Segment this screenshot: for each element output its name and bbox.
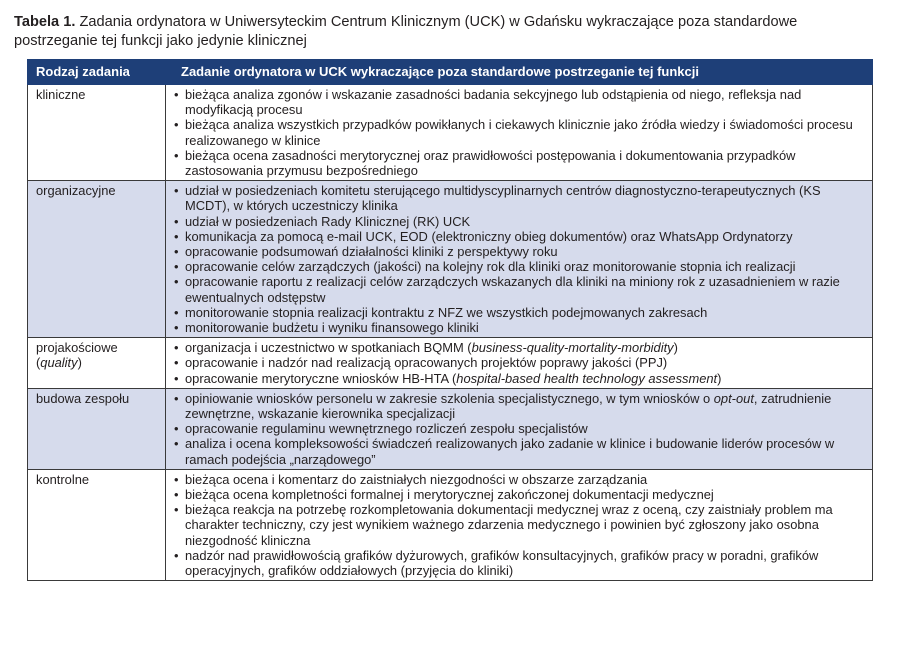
task-item-text: , zatrudnienie zewnętrzne, wskazanie kierownika specjalizacji: [185, 390, 832, 422]
task-list-item: [174, 487, 868, 502]
task-list-cell: [166, 181, 873, 338]
task-list-cell: [166, 85, 873, 181]
task-list-cell: [166, 469, 873, 580]
task-category: projakościowe: [36, 340, 118, 356]
task-item-text: opracowanie regulaminu wewnętrznego rozliczeń zespołu specjalistów: [185, 421, 588, 437]
task-item-text: bieżąca reakcja na potrzebę rozkompletowania dokumentacji medycznej wraz z oceną, czy zaistniały problem ma charakter techniczny, czy jest wynikiem ważnego zdarzenia medycznego i powinien być zgłoszony jako osobna niezgodność kliniczna: [185, 502, 833, 548]
task-item-text: opracowanie celów zarządczych (jakości) na kolejny rok dla kliniki oraz monitorowanie stopnia ich realizacji: [185, 259, 796, 275]
task-list-item: [174, 436, 868, 466]
task-list-item: [174, 87, 868, 117]
task-list-item: [174, 259, 868, 274]
task-list-item: [174, 391, 868, 421]
task-item-text: ): [717, 370, 722, 386]
task-item-italic-text: business-quality-mortality-morbidity: [471, 340, 674, 356]
caption-label: Tabela 1.: [14, 14, 76, 30]
task-item-text: opiniowanie wniosków personelu w zakresie szkolenia specjalistycznego, w tym wniosków o: [185, 390, 714, 406]
task-item-italic-text: hospital-based health technology assessment: [456, 370, 718, 386]
task-list: [174, 183, 868, 335]
header-task-type: Rodzaj zadania: [28, 60, 166, 85]
task-item-text: monitorowanie stopnia realizacji kontraktu z NFZ we wszystkich podejmowanych zakresach: [185, 304, 708, 320]
task-category: organizacyjne: [36, 183, 116, 199]
task-item-text: organizacja i uczestnictwo w spotkaniach BQMM (: [185, 340, 472, 356]
task-list-item: [174, 355, 868, 370]
table-body: [28, 85, 873, 581]
task-item-text: analiza i ocena kompleksowości świadczeń realizowanych jako zadanie w klinice i budowanie liderów procesów w ramach podejścia „narządowego”: [185, 436, 835, 467]
task-item-text: bieżąca analiza zgonów i wskazanie zasadności badania sekcyjnego lub odstąpienia od niego, refleksja nad modyfikacją procesu: [185, 87, 802, 118]
task-category-note-open: (: [36, 355, 41, 371]
table-row: [28, 85, 873, 181]
task-list: [174, 340, 868, 386]
task-item-italic-text: opt-out: [713, 390, 754, 406]
task-item-text: nadzór nad prawidłowością grafików dyżurowych, grafików konsultacyjnych, grafików pracy w poradni, grafików operacyjnych, grafików oddziałowych (przyjęcia do kliniki): [185, 547, 819, 579]
task-category-cell: [28, 338, 166, 389]
task-category-note: quality: [40, 355, 78, 371]
task-list-item: [174, 472, 868, 487]
task-list-item: [174, 117, 868, 147]
task-list-item: [174, 274, 868, 304]
task-list-item: [174, 320, 868, 335]
tasks-table: [27, 59, 873, 581]
task-list-item: [174, 421, 868, 436]
caption-text: Zadania ordynatora w Uniwersyteckim Centrum Klinicznym (UCK) w Gdańsku wykraczające poza standardowe postrzeganie tej funkcji jako jedynie klinicznej: [14, 14, 798, 49]
task-item-text: komunikacja za pomocą e-mail UCK, EOD (elektroniczny obieg dokumentów) oraz WhatsApp Ordynatorzy: [185, 228, 793, 244]
task-list-item: [174, 183, 868, 213]
task-item-text: bieżąca ocena kompletności formalnej i merytorycznej zakończonej dokumentacji medycznej: [185, 487, 714, 503]
task-list-item: [174, 340, 868, 355]
table-header-row: [28, 60, 873, 85]
task-item-text: opracowanie i nadzór nad realizacją opracowanych projektów poprawy jakości (PPJ): [185, 355, 668, 371]
task-category-note-close: ): [77, 355, 82, 371]
task-category-cell: [28, 85, 166, 181]
task-item-text: opracowanie merytoryczne wniosków HB-HTA (: [185, 370, 457, 386]
task-category-cell: [28, 469, 166, 580]
task-item-text: udział w posiedzeniach Rady Klinicznej (RK) UCK: [185, 213, 471, 229]
task-list-cell: [166, 388, 873, 469]
task-list: [174, 472, 868, 578]
task-item-text: udział w posiedzeniach komitetu sterującego multidyscyplinarnych centrów diagnostyczno-terapeutycznych (KS MCDT), w których uczestniczy klinika: [185, 183, 821, 214]
task-item-text: bieżąca ocena zasadności merytorycznej oraz prawidłowości postępowania i dokumentowania przypadków zastosowania przymusu bezpośredniego: [185, 147, 796, 179]
table-row: [28, 181, 873, 338]
table-row: [28, 338, 873, 389]
task-category-cell: [28, 388, 166, 469]
task-item-text: ): [673, 340, 678, 356]
task-item-text: opracowanie podsumowań działalności kliniki z perspektywy roku: [185, 244, 558, 260]
header-task-description: Zadanie ordynatora w UCK wykraczające poza standardowe postrzeganie tej funkcji: [166, 60, 873, 85]
table-caption: [14, 13, 884, 50]
task-list-cell: [166, 338, 873, 389]
task-item-text: opracowanie raportu z realizacji celów zarządczych wskazanych dla kliniki na miniony rok z uzasadnieniem w razie ewentualnych odstępstw: [185, 274, 840, 305]
task-category: budowa zespołu: [36, 390, 130, 406]
task-item-text: monitorowanie budżetu i wyniku finansowego kliniki: [185, 320, 479, 336]
task-list-item: [174, 305, 868, 320]
task-item-text: bieżąca analiza wszystkich przypadków powikłanych i ciekawych klinicznie jako źródła wiedzy i świadomości procesu realizowanego w klinice: [185, 117, 853, 148]
task-list-item: [174, 244, 868, 259]
task-category: kliniczne: [36, 87, 86, 102]
table-row: [28, 469, 873, 580]
task-list: [174, 87, 868, 178]
task-list: [174, 391, 868, 467]
task-list-item: [174, 548, 868, 578]
table-row: [28, 388, 873, 469]
task-list-item: [174, 371, 868, 386]
task-list-item: [174, 502, 868, 548]
task-category: kontrolne: [36, 471, 90, 487]
task-item-text: bieżąca ocena i komentarz do zaistniałych niezgodności w obszarze zarządzania: [185, 471, 648, 487]
task-list-item: [174, 148, 868, 178]
task-category-cell: [28, 181, 166, 338]
task-list-item: [174, 214, 868, 229]
task-list-item: [174, 229, 868, 244]
